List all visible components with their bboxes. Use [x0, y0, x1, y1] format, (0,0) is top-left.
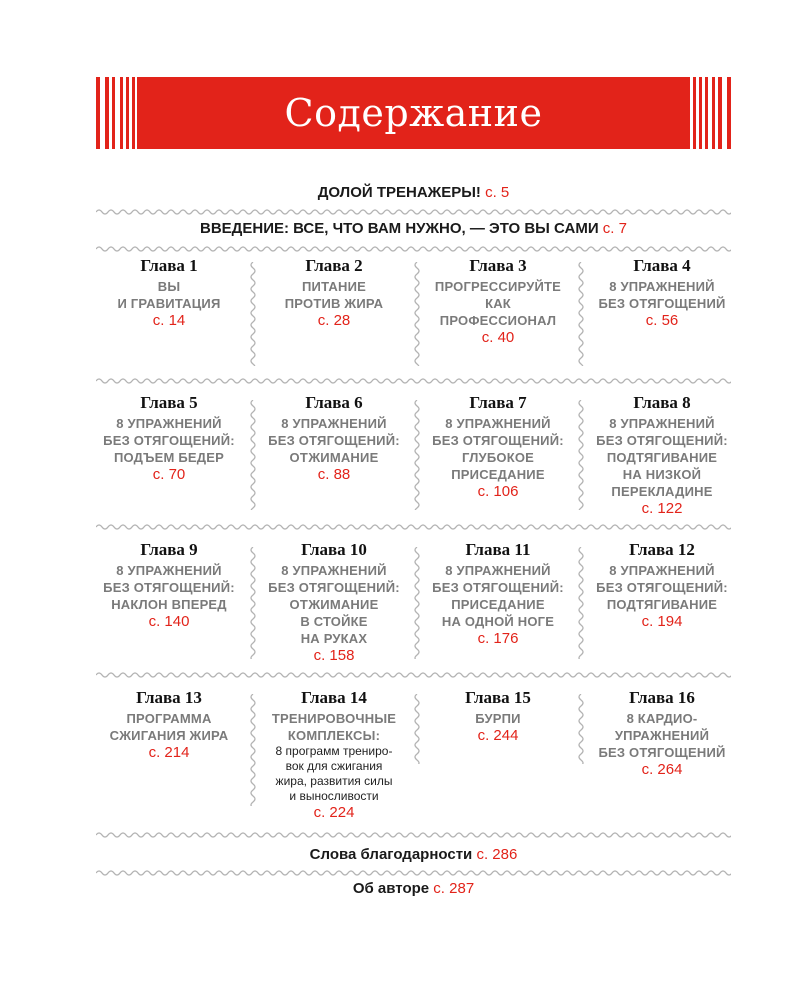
chapter-page: с. 244	[477, 727, 519, 744]
chapter-entry[interactable]	[418, 256, 578, 347]
entry-page: с. 7	[602, 220, 627, 237]
entry-acknowledgements[interactable]	[96, 846, 731, 863]
chapter-label: Глава 13	[136, 688, 202, 707]
contents-banner	[96, 77, 731, 149]
chapter-title: ПРОГРАММА СЖИГАНИЯ ЖИРА	[109, 711, 229, 743]
chapter-title: 8 УПРАЖНЕНИЙ БЕЗ ОТЯГОЩЕНИЙ: ПРИСЕДАНИЕ НА ОДНОЙ НОГЕ	[432, 563, 564, 629]
chapter-entry[interactable]	[89, 688, 249, 762]
chapter-title: 8 УПРАЖНЕНИЙ БЕЗ ОТЯГОЩЕНИЙ: ГЛУБОКОЕ ПРИСЕДАНИЕ	[432, 416, 564, 482]
chapter-entry[interactable]	[418, 688, 578, 745]
chapter-label: Глава 6	[305, 393, 363, 412]
chapter-label: Глава 8	[633, 393, 691, 412]
chapter-page: с. 224	[313, 804, 355, 821]
chapter-title: ВЫ И ГРАВИТАЦИЯ	[117, 279, 221, 311]
chapter-page: с. 158	[313, 647, 355, 664]
chapter-page: с. 28	[317, 312, 351, 329]
chapter-title: ТРЕНИРОВОЧНЫЕ КОМПЛЕКСЫ:	[271, 711, 397, 743]
page-title: Содержание	[284, 91, 543, 135]
chapter-label: Глава 2	[305, 256, 363, 275]
wavy-divider	[96, 244, 731, 254]
wavy-column-divider	[412, 694, 422, 764]
chapter-entry[interactable]	[89, 256, 249, 330]
entry-intro-top[interactable]	[96, 184, 731, 201]
chapter-page: с. 122	[641, 500, 683, 517]
chapter-label: Глава 10	[301, 540, 367, 559]
wavy-column-divider	[248, 262, 258, 366]
chapter-label: Глава 4	[633, 256, 691, 275]
entry-text: Об авторе	[352, 880, 430, 897]
chapter-label: Глава 16	[629, 688, 695, 707]
wavy-column-divider	[576, 400, 586, 510]
chapter-entry[interactable]	[254, 688, 414, 822]
chapter-page: с. 194	[641, 613, 683, 630]
chapter-page: с. 176	[477, 630, 519, 647]
chapter-label: Глава 12	[629, 540, 695, 559]
wavy-column-divider	[248, 400, 258, 510]
wavy-divider	[96, 670, 731, 680]
chapter-title: 8 УПРАЖНЕНИЙ БЕЗ ОТЯГОЩЕНИЙ: ПОДЪЕМ БЕДЕР	[103, 416, 235, 465]
wavy-divider	[96, 830, 731, 840]
chapter-entry[interactable]	[418, 540, 578, 648]
wavy-divider	[96, 868, 731, 878]
wavy-column-divider	[248, 547, 258, 659]
chapter-label: Глава 3	[469, 256, 527, 275]
chapter-title: БУРПИ	[475, 711, 521, 726]
chapter-title: 8 УПРАЖНЕНИЙ БЕЗ ОТЯГОЩЕНИЙ: ПОДТЯГИВАНИЕ НА НИЗКОЙ ПЕРЕКЛАДИНЕ	[596, 416, 728, 499]
chapter-entry[interactable]	[582, 393, 742, 518]
chapter-label: Глава 1	[140, 256, 198, 275]
wavy-column-divider	[576, 547, 586, 659]
entry-page: с. 286	[476, 846, 518, 863]
chapter-label: Глава 11	[465, 540, 531, 559]
chapter-title: ПРОГРЕССИРУЙТЕ КАК ПРОФЕССИОНАЛ	[434, 279, 562, 328]
chapter-entry[interactable]	[89, 393, 249, 484]
chapter-entry[interactable]	[582, 256, 742, 330]
entry-page: с. 287	[433, 880, 475, 897]
chapter-title: 8 УПРАЖНЕНИЙ БЕЗ ОТЯГОЩЕНИЙ: НАКЛОН ВПЕРЕД	[103, 563, 235, 612]
wavy-column-divider	[576, 694, 586, 764]
chapter-entry[interactable]	[582, 540, 742, 631]
chapter-page: с. 264	[641, 761, 683, 778]
chapter-page: с. 40	[481, 329, 515, 346]
entry-introduction[interactable]	[96, 220, 731, 237]
chapter-label: Глава 14	[301, 688, 367, 707]
chapter-subtitle: 8 программ трениро- вок для сжигания жира, развития силы и выносливости	[275, 744, 393, 803]
wavy-column-divider	[412, 547, 422, 659]
entry-text: Слова благодарности	[309, 846, 473, 863]
chapter-label: Глава 7	[469, 393, 527, 412]
chapter-label: Глава 9	[140, 540, 198, 559]
chapter-entry[interactable]	[254, 393, 414, 484]
chapter-page: с. 140	[148, 613, 190, 630]
chapter-title: 8 УПРАЖНЕНИЙ БЕЗ ОТЯГОЩЕНИЙ: ОТЖИМАНИЕ В СТОЙКЕ НА РУКАХ	[268, 563, 400, 646]
entry-text: ВВЕДЕНИЕ: ВСЕ, ЧТО ВАМ НУЖНО, — ЭТО ВЫ САМИ	[200, 220, 599, 237]
entry-about-author[interactable]	[96, 880, 731, 897]
chapter-title: ПИТАНИЕ ПРОТИВ ЖИРА	[284, 279, 384, 311]
wavy-column-divider	[576, 262, 586, 366]
chapter-page: с. 70	[152, 466, 186, 483]
chapter-page: с. 56	[645, 312, 679, 329]
chapter-page: с. 214	[148, 744, 190, 761]
chapter-title: 8 КАРДИО- УПРАЖНЕНИЙ БЕЗ ОТЯГОЩЕНИЙ	[598, 711, 726, 760]
entry-page: с. 5	[485, 184, 510, 201]
wavy-column-divider	[248, 694, 258, 806]
chapter-page: с. 106	[477, 483, 519, 500]
chapter-entry[interactable]	[89, 540, 249, 631]
chapter-label: Глава 5	[140, 393, 198, 412]
wavy-divider	[96, 376, 731, 386]
wavy-column-divider	[412, 400, 422, 510]
wavy-divider	[96, 522, 731, 532]
chapter-entry[interactable]	[418, 393, 578, 501]
chapter-page: с. 14	[152, 312, 186, 329]
chapter-page: с. 88	[317, 466, 351, 483]
chapter-title: 8 УПРАЖНЕНИЙ БЕЗ ОТЯГОЩЕНИЙ: ОТЖИМАНИЕ	[268, 416, 400, 465]
chapter-entry[interactable]	[254, 540, 414, 665]
chapter-label: Глава 15	[465, 688, 531, 707]
chapter-title: 8 УПРАЖНЕНИЙ БЕЗ ОТЯГОЩЕНИЙ: ПОДТЯГИВАНИЕ	[596, 563, 728, 612]
chapter-entry[interactable]	[254, 256, 414, 330]
chapter-title: 8 УПРАЖНЕНИЙ БЕЗ ОТЯГОЩЕНИЙ	[598, 279, 726, 311]
wavy-column-divider	[412, 262, 422, 366]
wavy-divider	[96, 207, 731, 217]
chapter-entry[interactable]	[582, 688, 742, 779]
entry-text: ДОЛОЙ ТРЕНАЖЕРЫ!	[317, 184, 481, 201]
